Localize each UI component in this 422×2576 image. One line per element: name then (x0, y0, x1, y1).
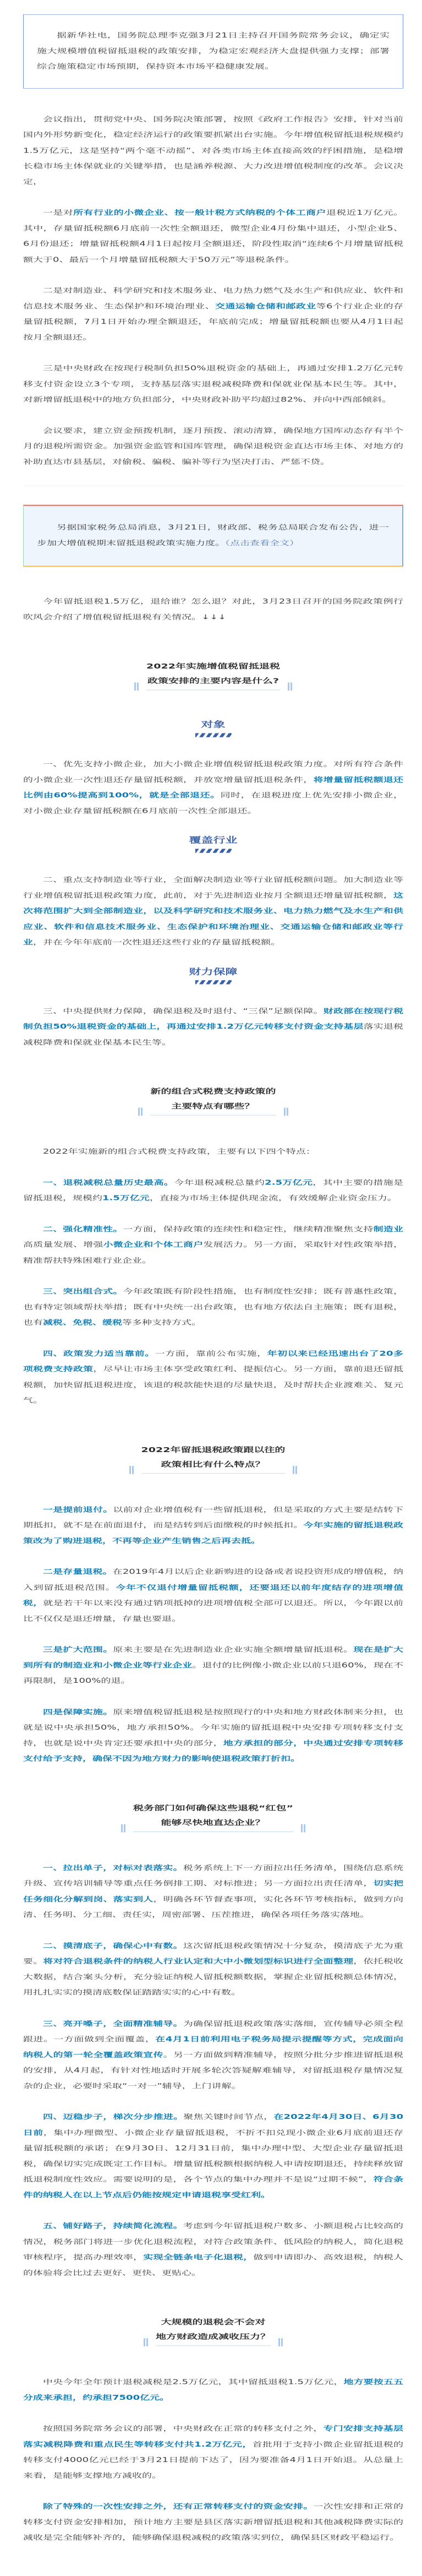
body-text: 一方面，靠前公布实施， (155, 1350, 267, 1358)
body-text: 今年退税减税总量约 (174, 1178, 265, 1187)
question-title (133, 1801, 293, 1832)
body-text: 原来增值税留抵退税是按照现行的中央和地方财政体制来分担，也就是说中央承担50%，地方承担50%。今年实施的留抵退税中央安排专项转移支付支持，也就是说中央肯定还要承担中央的部分， (23, 1708, 404, 1747)
body-text: 首批用于支持小微企业留抵退税的转移支付4000亿元已经于3月21日提前下达了，因为要准备4月1日开始退。从总量上来看，是能够支撑地方减收的。 (23, 2440, 404, 2480)
highlight-text: 所有行业的小微企业、按一般计税方式纳税的个体工商户 (73, 209, 326, 217)
body-text: 退税近1万亿元。其中，存量留抵税额6月底前一次性全额退还，微型企业4月份集中退还，小型企业5、6月份退还；增量留抵税额4月1日起按月全额退还，阶段性取消“连续6个月增量留抵税额大于0、最后一个月增量留抵税额大于50万元”等退税条件。 (23, 209, 404, 264)
body-text: 会议要求，建立资金预拨机制，逐月预拨、滚动清算，确保地方国库动态存有半个月的退税所需资金。加强资金监管和国库管理，确保退税资金直达市场主体、对地方的补助直达市县基层，对偷税、骗税、骗补等行为坚决打击、严惩不贷。 (23, 427, 403, 466)
body-text: ，明确各环节督查事项，实化各环节考核指标，做到方向清、任务明、分工细、责任实，周密部署、压茬推进，确保各项任务落实落地。 (23, 1895, 404, 1919)
paragraph (23, 1502, 403, 1549)
highlight-text: 1.5万亿元 (102, 1194, 150, 1202)
highlight-text: 二是存量退税。 (43, 1568, 113, 1576)
qa-sections (23, 659, 403, 2546)
decor-bars-icon (288, 682, 292, 691)
note-box (23, 505, 403, 567)
question-title-line: 2022年留抵退税政策跟以往的 (141, 1445, 286, 1454)
body-text: 三、中央提供财力保障，确保退税及时退付、“三保”足额保障。 (43, 1007, 324, 1015)
highlight-text: 实现全链条电子化退税， (143, 2253, 254, 2262)
question-title (141, 1442, 286, 1474)
highlight-text: 小微企业和个体工商户 (103, 1241, 204, 1249)
subheading-text: 财力保障 (189, 967, 238, 977)
body-text: 一、优先支持小微企业，加大小微企业增值税留抵退税政策力度。对所有符合条件的小微企业一次性退还存量留抵税额，并放宽增量留抵退税条件， (23, 760, 403, 784)
highlight-text: 交通运输仓储和邮政业 (215, 302, 316, 311)
paragraph (23, 1175, 403, 1207)
body-text: ，尽早让市场主体享受政策红利、提振信心。另一方面，靠前退还留抵税额，加快留抵退税进度，该退的税款能快退的尽量快退，及时帮扶企业渡难关、复元气。 (23, 1365, 404, 1405)
body-text: ，并在今年年底前一次性退还这些行业的存量留抵税额。 (33, 938, 281, 947)
body-text: ，其中主要的措施是留抵退税，规模约 (23, 1178, 404, 1202)
highlight-text: 一是提前退付。 (43, 1506, 113, 1514)
decor-bars-icon (134, 682, 139, 691)
decor-bars-icon (129, 1466, 134, 1474)
subheading-text: 覆盖行业 (189, 836, 238, 845)
body-text: 做到申请即办、高效退税，纳税人的体验将会比过去更好、更快、更贴心。 (23, 2253, 404, 2277)
meeting-section (23, 112, 403, 470)
paragraph (23, 2421, 403, 2483)
body-text: ，集中办理微型、小微企业存量留抵退税，不折不扣兑现小微企业6月底前退还存量留抵税额的承诺；在9月30日、12月31日前，集中办理中型、大型企业存量留抵退税，确保切实完成既定工作目标。增量留抵税额根据纳税人申请按期退还，持续释放留抵退税制度性效应。需要说明的是，各个节点的集中办理并不是说“过期不候”， (23, 2128, 403, 2183)
body-text: 一次性安排和正常的转移支付资金安排相加，预计地方主要是县区落实新增留抵退税和其他减税降费实际的减收是完全能够补齐的，能够确保退税减税的政策落实到位，确保县区财政平稳运行。 (23, 2502, 404, 2542)
highlight-text: 专门安排支持基层落实减税降费和重点民生等转移支付共1.2万亿元， (23, 2425, 404, 2448)
highlight-text: 将对符合退税条件的纳税人行业认定和大中小微划型标识进行全面整理 (43, 1957, 354, 1965)
view-full-text-link[interactable]: （点击查看全文） (225, 539, 299, 547)
highlight-text: 四、迈稳步子，梯次分步推进。 (43, 2113, 184, 2121)
highlight-text: 减税、免税、缓税 (43, 1318, 122, 1327)
body-text: 按照国务院常务会议的部署，中央财政在正常的转移支付之外， (43, 2425, 324, 2433)
decor-bars-icon (121, 1824, 125, 1832)
body-text: 考虑到今年留抵退税户数多、小额退税占比较高的情况，税务部门将进一步优化退税流程，对符合政策条件、低风险的纳税人，简化退税审核程序，提高办理效率， (23, 2222, 404, 2262)
body-text: 二是对制造业、科学研究和技术服务业、电力热力燃气及水生产和供应业、软件和信息技术服务业、生态保护和环境治理业、 (23, 286, 403, 311)
paragraph (23, 1564, 403, 1627)
question-title-line: 政策安排的主要内容是什么? (147, 677, 279, 686)
highlight-text: 将增量留抵税额退还比例由60%提高到100%，就是全部退还。 (23, 776, 403, 800)
highlight-text: 这次将范围扩大到全部制造业，以及科学研究和技术服务业、电力热力燃气及水生产和供应业、软件和信息技术服务业、生态保护和环境治理业、交通运输仓储和邮政业等行业 (23, 892, 403, 947)
paragraph (23, 361, 403, 407)
body-text: 三是中央财政在按现行税制负担50%退税资金的基础上，再通过安排1.2万亿元转移支付资金设立3个专项，支持基层落实退税减税降费和保就业保基本民生等。其中，对新增留抵退税中的地方负担部分，中央财政补助平均超过82%、并向中西部倾斜。 (23, 365, 403, 404)
paragraph (23, 1284, 403, 1330)
body-text: 2022年实施新的组合式税费支持政策，主要有以下四个特点： (43, 1148, 316, 1156)
question-title-line: 能够尽快地直达企业？ (161, 1818, 266, 1827)
paragraph (23, 2219, 403, 2281)
question-title (156, 2315, 271, 2346)
question-title-line: 大规模的退税会不会对 (161, 2318, 266, 2327)
question-title (150, 1084, 276, 1116)
body-text: 同时，在退税进度上优先安排小微企业，对小微企业存量留抵税额在6月底前一次性全部退还。 (23, 791, 403, 815)
question-heading (23, 2315, 403, 2346)
paragraph (23, 1003, 403, 1050)
question-title-line: 2022年实施增值税留抵退税 (146, 662, 280, 671)
highlight-text: 现在是扩大到所有的制造业和小微企业等行业企业 (23, 1645, 404, 1670)
body-text: 等6个行业企业的存量留抵税额，7月1日开始办理全额退还，年底前完成；增量留抵税额也要从4月1日起按月全额退还。 (23, 302, 404, 341)
intro-text: 据新华社电，国务院总理李克强3月21日主持召开国务院常务会议，确定实施大规模增值税留抵退税的政策安排，为稳定宏观经济大盘提供强力支撑；部署综合施策稳定市场预期，保持资本市场平稳健康发展。 (37, 31, 390, 71)
decor-bars-icon (138, 1107, 143, 1116)
highlight-text: 地方承担的部分，中央通过安排专项转移支付给予支持，确保不因为地方财力的影响使退税政策打折扣。 (23, 1739, 404, 1763)
paragraph (23, 2110, 403, 2203)
body-text: 二、重点支持制造业等行业，全面解决制造业等行业留抵税额问题。加大制造业等行业增值税留抵退税政策力度，此前，对于先进制造业按月全额退还增量留抵税额， (23, 876, 403, 900)
intro-box (23, 14, 403, 88)
highlight-text: 四是保障实施。 (43, 1708, 113, 1716)
body-text: 落实退税减税降费和保就业保基本民生等。 (23, 1023, 404, 1046)
body-text: 一方面，保持政策的连续性和稳定性，继续精准聚焦支持 (123, 1225, 374, 1233)
decor-bars-icon (284, 1107, 288, 1116)
stripe-decoration-icon (195, 980, 232, 984)
highlight-text: 五、铺好路子，持续简化流程。 (43, 2222, 183, 2230)
paragraph (23, 872, 403, 950)
paragraph (23, 283, 403, 345)
body-text: 高质量发展、增强 (23, 1241, 103, 1249)
highlight-text: 除了特殊的一次性安排之外，还有正常转移支付的资金安排。 (43, 2502, 314, 2510)
highlight-text: 2.5万亿元 (265, 1178, 313, 1187)
paragraph (23, 1642, 403, 1689)
paragraph (23, 2374, 403, 2406)
lead-text: 今年留抵退税1.5万亿，退给谁？怎么退？对此，3月23日召开的国务院政策例行吹风会介绍了增值税留抵退税有关情况。↓↓↓ (23, 597, 403, 621)
body-text: 聚焦关键时间节点， (183, 2113, 274, 2121)
highlight-text: 三、突出组合式。 (43, 1287, 123, 1296)
subheading-text: 对象 (201, 720, 226, 730)
highlight-text: 制造业 (373, 1225, 404, 1233)
highlight-text: 四、政策发力适当靠前。 (43, 1350, 155, 1358)
stripe-decoration-icon (195, 849, 232, 852)
highlight-text: 一、拉出单子，对标对表落实。 (43, 1864, 183, 1872)
paragraph (23, 1221, 403, 1268)
question-title-line: 政策相比有什么特点？ (161, 1460, 266, 1469)
highlight-text: 符合条件的纳税人在以上节点后仍能按规定申请退税享受红利。 (23, 2175, 403, 2199)
paragraph (23, 757, 403, 819)
question-heading (23, 1801, 403, 1832)
highlight-text: 地方要按五五分成来承担，约承担7500亿元。 (23, 2378, 404, 2402)
body-text: 以前对企业增值税有一些留抵退税，但是采取的方式主要是结转下期抵扣，就不是在前面退付，而是结转到后面缴税的时候抵扣。 (23, 1506, 404, 1529)
highlight-text: 今年不仅退付增量留抵税额，还要退还以前年度结存的进项增值税， (23, 1583, 403, 1607)
question-title-line: 税务部门如何确保这些退税“红包” (133, 1803, 293, 1812)
highlight-text: 二、强化精准性。 (43, 1225, 123, 1233)
highlight-text: 一、退税减税总量历史最高。 (43, 1178, 174, 1187)
body-text: 今年政策既有阶段性措施，也有制度性安排；既有普惠性政策，也有特定领域帮扶举措；既有中央统一出台政策，也有地方依法自主施策；既有退税，也有 (23, 1287, 404, 1327)
body-text: 就是若干年以来没有通过销项抵掉的进项增值税全部可以退还。所以，今年跟以前比不仅仅是退还增量，存量也要退。 (23, 1599, 404, 1623)
question-heading (23, 1442, 403, 1474)
divider (23, 485, 403, 486)
body-text: 发展活力。另一方面，采取针对性政策举措，精准帮扶特殊困难行业企业。 (23, 1241, 404, 1264)
body-text: 一是对 (43, 209, 74, 217)
question-title-line: 新的组合式税费支持政策的 (150, 1087, 276, 1096)
paragraph (23, 205, 403, 268)
body-text: 中央今年全年预计退税减税是2.5万亿元，其中留抵退税1.5万亿元， (43, 2378, 344, 2386)
body-text: 这次留抵退税政策情况十分复杂，摸清底子尤为重要。 (23, 1942, 404, 1965)
highlight-text: 三是扩大范围。 (43, 1645, 113, 1654)
question-heading (23, 1084, 403, 1116)
paragraph (23, 1938, 403, 2001)
highlight-text: 在4月1日前利用电子税务局提示提醒等方式，完成面向纳税人的第一轮全覆盖政策宣传 (23, 2035, 404, 2059)
highlight-text: 在2022年4月30日、6月30日前 (23, 2113, 404, 2137)
paragraph (23, 2499, 403, 2546)
body-text: 为确保留抵退税政策落实落细，宣传辅导必须全程跟进。一方面做到全面覆盖， (23, 2019, 404, 2044)
subheading (23, 966, 403, 986)
body-text: ，直接为市场主体提供现金流，有效缓解企业资金压力。 (149, 1194, 397, 1202)
subheading (23, 719, 403, 739)
question-title-line: 主要特点有哪些？ (171, 1102, 255, 1111)
highlight-text: 财政部在按现行税制负担50%退税资金的基础上，再通过安排1.2万亿元转移支付资金支持基层 (23, 1007, 403, 1031)
paragraph (23, 112, 403, 190)
paragraph (23, 1861, 403, 1923)
body-text: 等多种支持方式。 (122, 1318, 201, 1327)
paragraph (23, 1346, 403, 1408)
highlight-text: 二、摸清底子，确保心中有数。 (43, 1942, 183, 1950)
body-text: 。退付的比例像小微企业以前只退60%，现在不再限制，是100%的退。 (23, 1661, 404, 1685)
highlight-text: 今年实施的留抵退税政策改为了购进退税，不再等企业产生销售之后再去抵。 (23, 1521, 403, 1545)
decor-bars-icon (144, 2338, 148, 2346)
question-heading (23, 659, 403, 691)
body-text: 原来主要是在先进制造业企业实施全额增量留抵退税。 (113, 1645, 354, 1654)
highlight-text: 切实把任务细化分解到岗、落实到人 (23, 1879, 404, 1903)
question-title-line: 地方财政造成减收压力？ (155, 2333, 271, 2341)
note-text: 另据国家税务总局消息，3月21日，财政部、税务总局联合发布公告，进一步加大增值税期末留抵退税政策实施力度。 (37, 523, 389, 547)
subheading (23, 834, 403, 855)
decor-bars-icon (301, 1824, 305, 1832)
body-text: 在2019年4月以后企业新购进的设备或者说投资形成的增值税，纳入到留抵退税范围。 (23, 1568, 404, 1591)
body-text: ，依托税收大数据，结合案头分析，充分验证纳税人留抵税额数据，掌握企业留抵税额总体情况，用扎扎实实的摸清底数保证踏踏实实的心中有数。 (23, 1957, 404, 1997)
paragraph (23, 1704, 403, 1767)
decor-bars-icon (278, 2338, 283, 2346)
question-title (146, 659, 280, 691)
stripe-decoration-icon (195, 733, 232, 737)
decor-bars-icon (293, 1466, 297, 1474)
highlight-text: 三、亮开嗓子，全面精准辅导。 (43, 2019, 183, 2028)
paragraph (23, 423, 403, 470)
note-paragraph (37, 520, 389, 551)
highlight-text: 年初以来已经迅速出台了20多项税费支持政策 (23, 1350, 404, 1373)
paragraph (23, 2016, 403, 2094)
body-text: 税务系统上下一方面拉出任务清单，围绕信息系统升级、宣传培训辅导等重点任务倒排工期、对标推进；另一方面拉出责任清单， (23, 1864, 404, 1888)
body-text: 会议指出，贯彻党中央、国务院决策部署，按照《政府工作报告》安排，针对当前国内外形势新变化，稳定经济运行的政策要抓紧出台实施。今年增值税留抵退税规模约1.5万亿元，这是坚持“两个毫不动摇”、对各类市场主体直接高效的纾困措施，是稳增长稳市场主体保就业的关键举措，也是涵养税源、大力改进增值税制度的改革。会议决定， (23, 115, 403, 186)
body-text: 。另一方面做到精准辅导，按照分批分步推进留抵退税的安排，从4月起，有针对性地适时开展多轮次答疑解难辅导，对留抵退税存量情况复杂的企业，必要时采取“一对一”辅导，上门讲解。 (23, 2051, 404, 2090)
paragraph (23, 1144, 403, 1159)
